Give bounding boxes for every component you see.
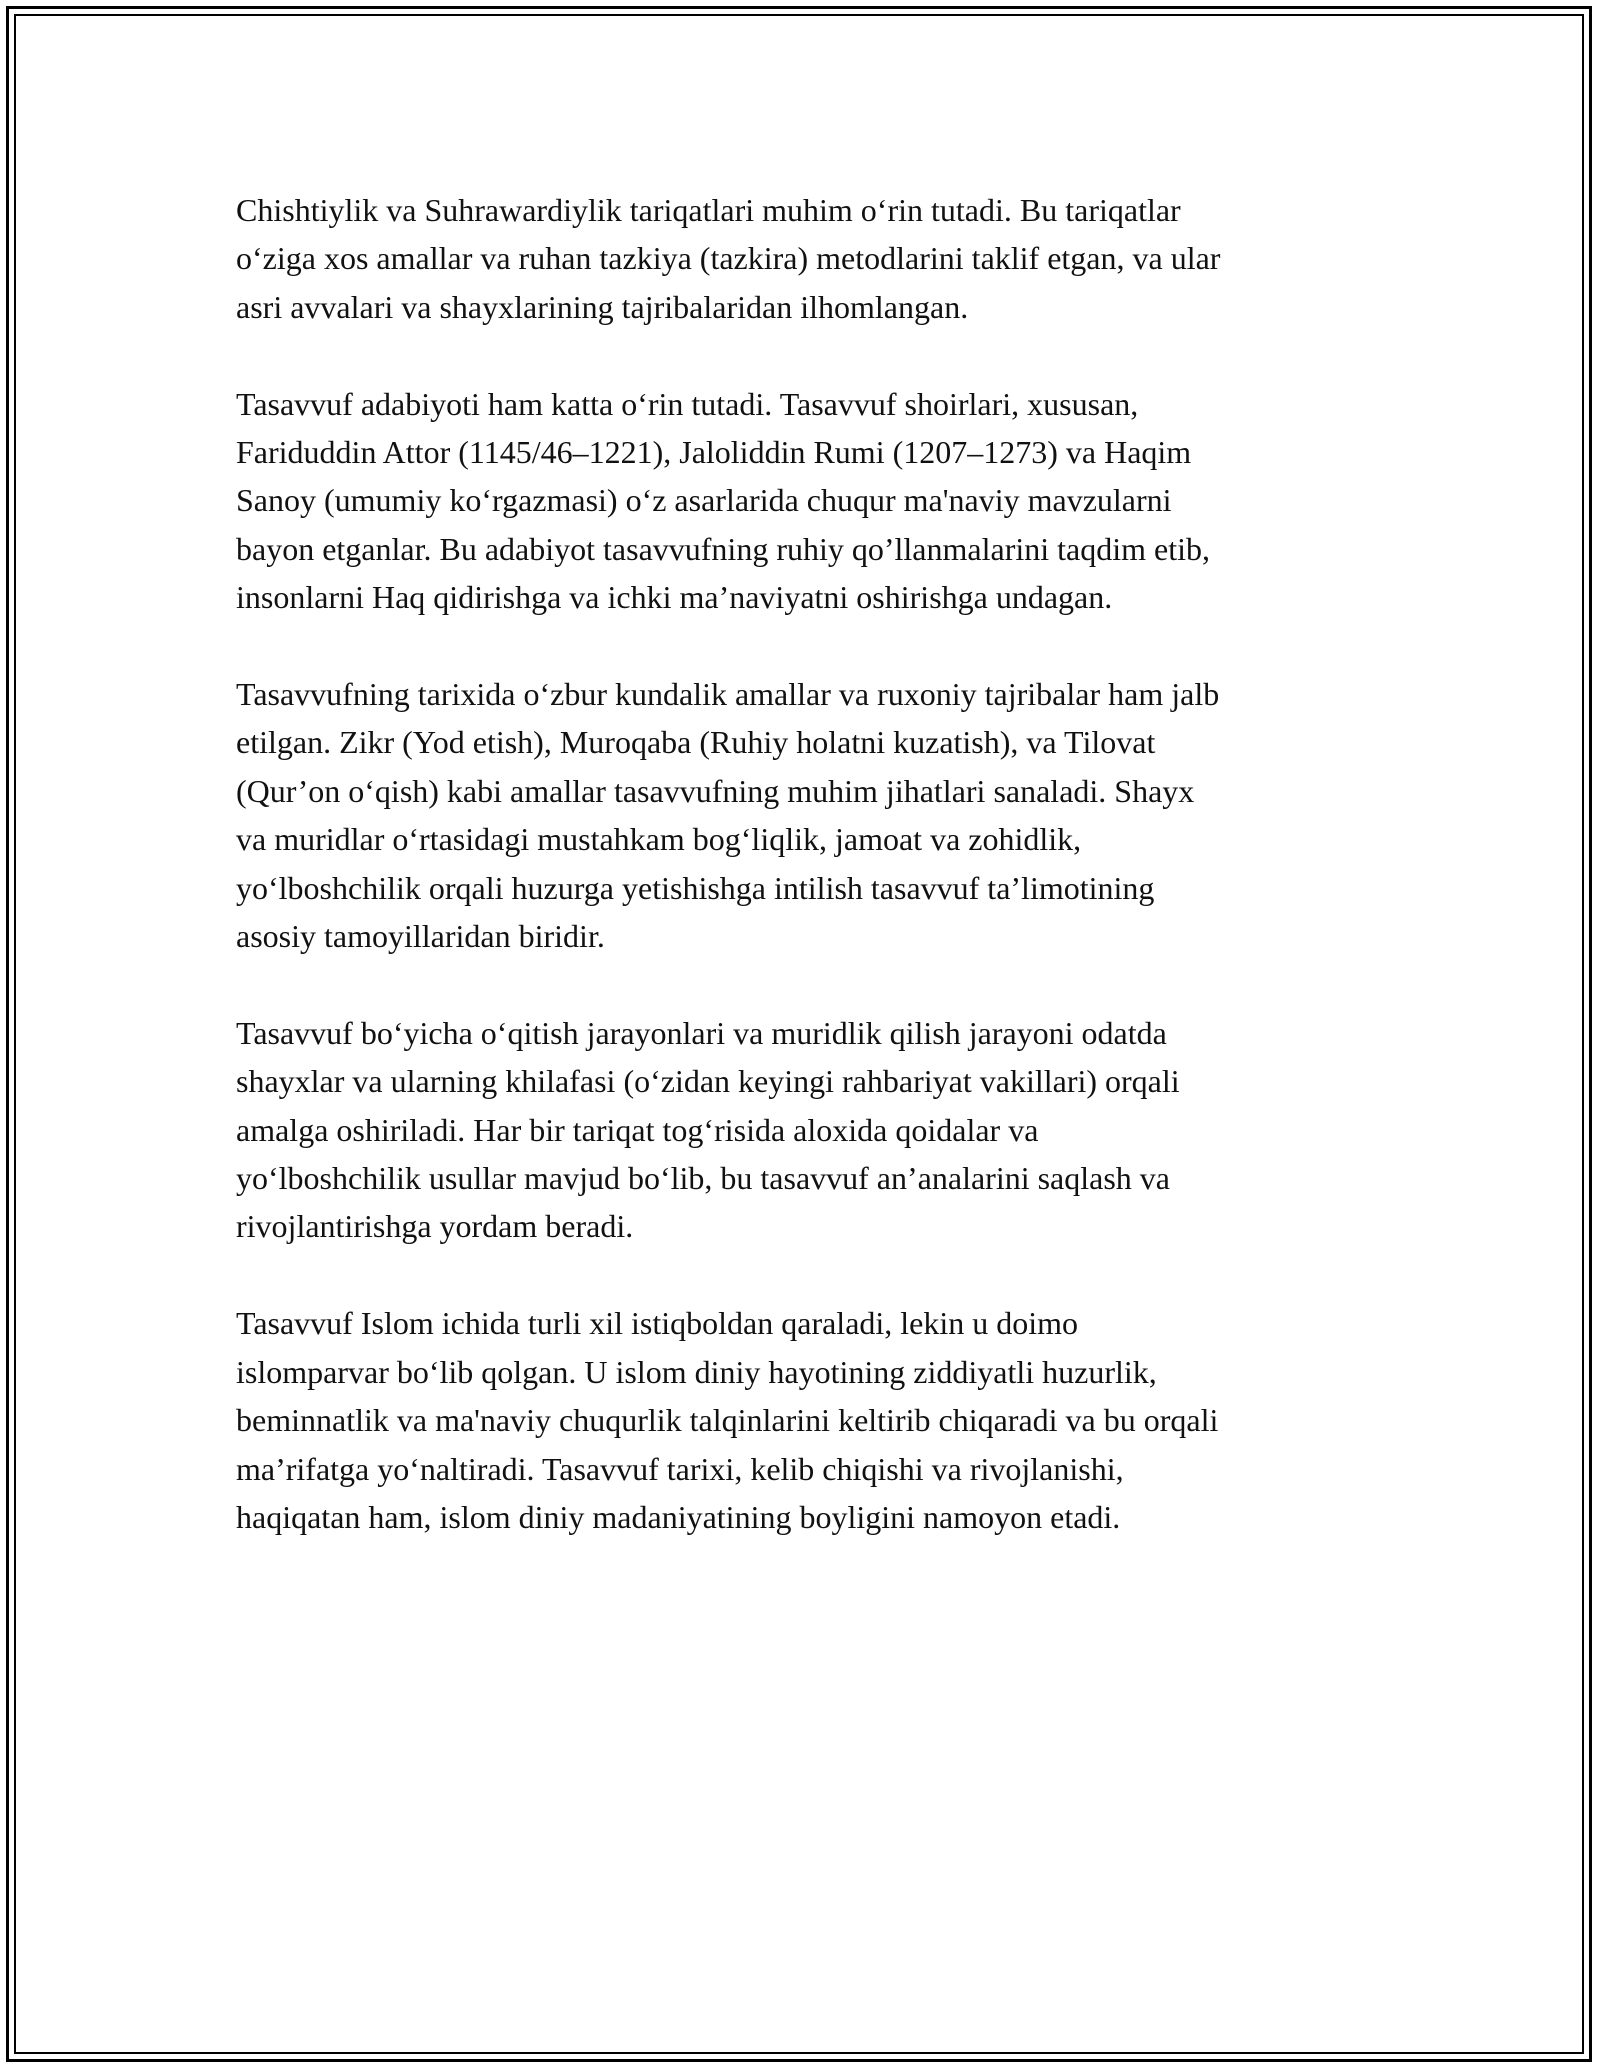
- paragraph-3: Tasavvufning tarixida o‘zbur kundalik amallar va ruxoniy tajribalar ham jalb etilgan. Zikr (Yod etish), Muroqaba (Ruhiy holatni kuzatish), va Tilovat (Qur’on o‘qish) kabi amallar tasavvufning muhim jihatlari sanaladi. Shayx va muridlar o‘rtasidagi mustahkam bog‘liqlik, jamoat va zohidlik, yo‘lboshchilik orqali huzurga yetishishga intilish tasavvuf ta’limotining asosiy tamoyillaridan biridir.: [236, 676, 1220, 955]
- paragraph-1: Chishtiylik va Suhrawardiylik tariqatlari muhim o‘rin tutadi. Bu tariqatlar o‘ziga xos amallar va ruhan tazkiya (tazkira) metodlarini taklif etgan, va ular asri avvalari va shayxlarining tajribalaridan ilhomlangan.: [236, 192, 1221, 325]
- paragraph-2: Tasavvuf adabiyoti ham katta o‘rin tutadi. Tasavvuf shoirlari, xususan, Fariduddin Attor (1145/46–1221), Jaloliddin Rumi (1207–1273) va Haqim Sanoy (umumiy ko‘rgazmasi) o‘z asarlarida chuqur ma'naviy mavzularni bayon etganlar. Bu adabiyot tasavvufning ruhiy qo’llanmalarini taqdim etib, insonlarni Haq qidirishga va ichki ma’naviyatni oshirishga undagan.: [236, 385, 1210, 616]
- paragraph-5: Tasavvuf Islom ichida turli xil istiqboldan qaraladi, lekin u doimo islomparvar bo‘lib qolgan. U islom diniy hayotining ziddiyatli huzurlik, beminnatlik va ma'naviy chuqurlik talqinlarini keltirib chiqaradi va bu orqali ma’rifatga yo‘naltiradi. Tasavvuf tarixi, kelib chiqishi va rivojlanishi, haqiqatan ham, islom diniy madaniyatining boyligini namoyon etadi.: [236, 1305, 1219, 1535]
- document-body: [236, 186, 1370, 1590]
- paragraph-4: Tasavvuf bo‘yicha o‘qitish jarayonlari va muridlik qilish jarayoni odatda shayxlar va ularning khilafasi (o‘zidan keyingi rahbariyat vakillari) orqali amalga oshiriladi. Har bir tariqat tog‘risida aloxida qoidalar va yo‘lboshchilik usullar mavjud bo‘lib, bu tasavvuf an’analarini saqlash va rivojlantirishga yordam beradi.: [236, 1014, 1180, 1245]
